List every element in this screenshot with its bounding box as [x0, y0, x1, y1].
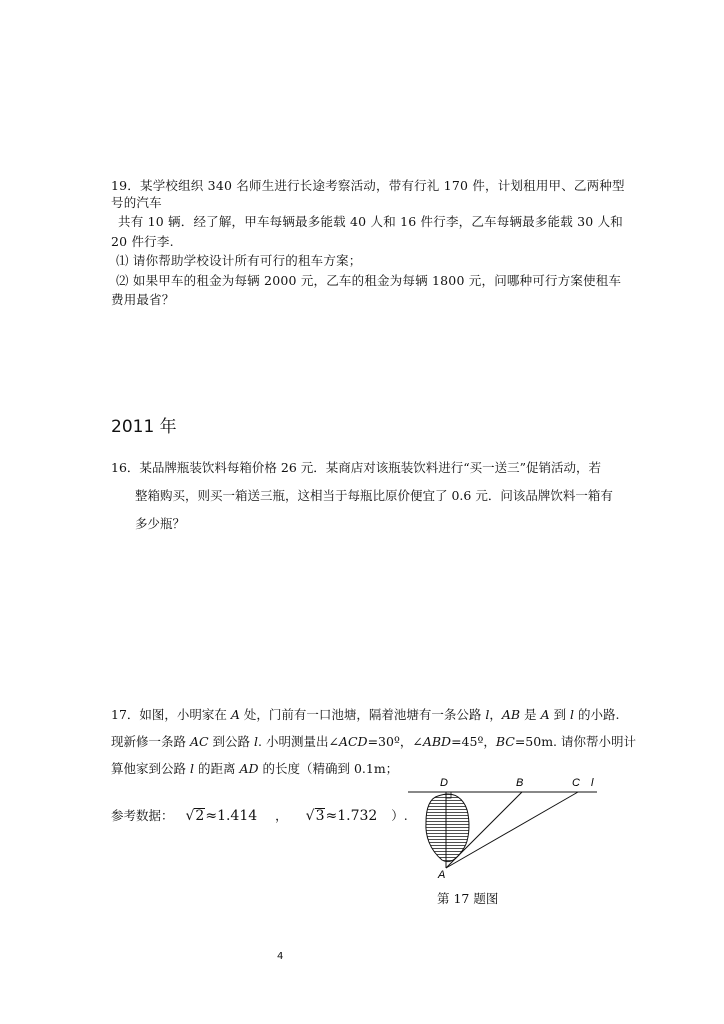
label-A: A: [438, 869, 446, 880]
sqrt3-value: √3≈1.732: [305, 808, 378, 824]
q16-line-1: 16．某品牌瓶装饮料每箱价格 26 元．某商店对该瓶装饮料进行“买一送三”促销活动，若: [111, 460, 602, 475]
figure-caption: 第 17 题图: [437, 891, 499, 906]
q19-part-2: ⑵ 如果甲车的租金为每辆 2000 元，乙车的租金为每辆 1800 元，问哪种可行方案使租车: [116, 273, 622, 288]
q19-part-1: ⑴ 请你帮助学校设计所有可行的租车方案；: [116, 253, 362, 268]
reference-separator: ，: [275, 808, 288, 823]
q19-line-7: 费用最省？: [111, 292, 175, 307]
q19-line-4: 20 件行李.: [111, 234, 174, 249]
q17-line-1: 17．如图，小明家在 A 处，门前有一口池塘，隔着池塘有一条公路 l，AB 是 A 到 l 的小路.: [111, 707, 620, 722]
label-D: D: [440, 777, 448, 789]
label-l: l: [591, 777, 594, 789]
sqrt2-value: √2≈1.414: [185, 808, 258, 824]
q17-line-3: 算他家到公路 l 的距离 AD 的长度（精确到 0.1m；: [111, 761, 399, 776]
reference-end: ）.: [391, 808, 408, 823]
q19-line-2: 号的汽车: [111, 195, 162, 210]
label-B: B: [516, 777, 524, 789]
label-C: C: [572, 777, 580, 789]
q19-line-3: 共有 10 辆．经了解，甲车每辆最多能载 40 人和 16 件行李，乙车每辆最多能载 30 人和: [118, 214, 624, 229]
q17-figure: [400, 772, 605, 880]
q16-line-3: 多少瓶？: [135, 516, 186, 531]
q17-line-2: 现新修一条路 AC 到公路 l. 小明测量出∠ACD=30º，∠ABD=45º，BC=50m. 请你帮小明计: [111, 734, 636, 749]
q19-line-1: 19．某学校组织 340 名师生进行长途考察活动，带有行礼 170 件，计划租用甲、乙两种型: [111, 178, 625, 193]
reference-data: [111, 806, 408, 824]
q16-line-2: 整箱购买，则买一箱送三瓶，这相当于每瓶比原价便宜了 0.6 元．问该品牌饮料一箱有: [135, 488, 613, 503]
year-heading: 2011 年: [111, 417, 177, 437]
page-number: 4: [277, 951, 284, 962]
reference-label: 参考数据：: [111, 808, 174, 823]
